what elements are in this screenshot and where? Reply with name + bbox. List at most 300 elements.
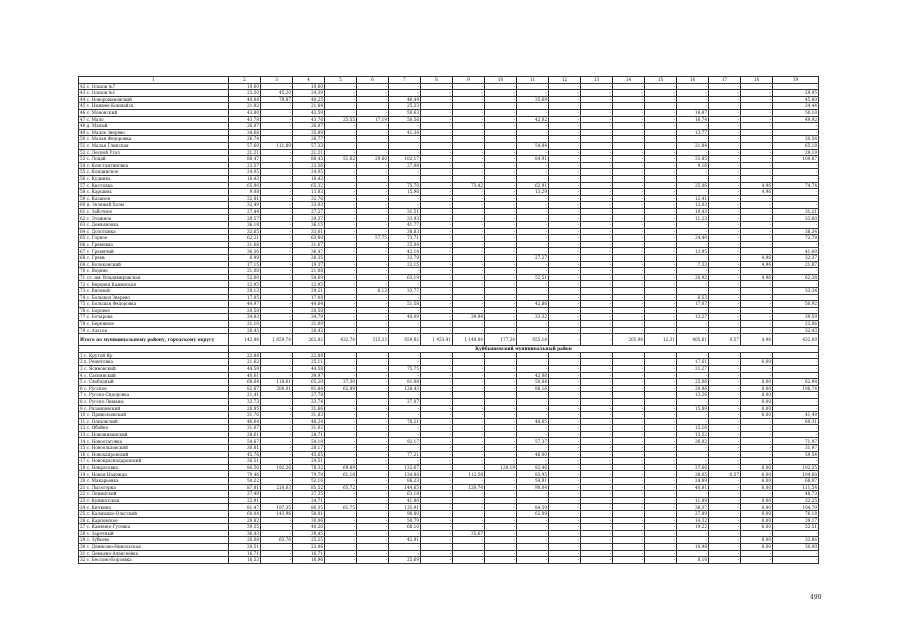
value-cell: -: [581, 550, 613, 557]
value-cell: 2: [229, 77, 261, 84]
value-cell: -: [357, 412, 389, 419]
value-cell: 19,37: [293, 261, 325, 268]
value-cell: -: [421, 202, 453, 209]
value-cell: -: [421, 208, 453, 215]
value-cell: -: [773, 372, 819, 379]
value-cell: -: [389, 136, 421, 143]
value-cell: 46,00: [517, 451, 549, 458]
value-cell: -: [549, 255, 581, 262]
value-cell: 80,35: [293, 504, 325, 511]
value-cell: 34,83: [229, 314, 261, 321]
row-label-cell: 9 с. Рязанцевский: [79, 405, 229, 412]
table-row: [79, 228, 819, 235]
value-cell: -: [549, 379, 581, 386]
value-cell: -: [613, 543, 645, 550]
value-cell: 11: [517, 77, 549, 84]
value-cell: -: [389, 175, 421, 182]
value-cell: 78,87: [261, 96, 293, 103]
value-cell: 31,76: [229, 412, 261, 419]
value-cell: 58,01: [293, 511, 325, 518]
value-cell: -: [581, 445, 613, 452]
value-cell: 6,00: [741, 385, 773, 392]
value-cell: -: [517, 537, 549, 544]
value-cell: -: [485, 372, 517, 379]
value-cell: -: [421, 365, 453, 372]
value-cell: 76,18: [773, 511, 819, 518]
value-cell: 24,05: [229, 169, 261, 176]
value-cell: -: [549, 511, 581, 518]
value-cell: -: [421, 195, 453, 202]
value-cell: 42,02: [517, 116, 549, 123]
value-cell: -: [613, 412, 645, 419]
value-cell: -: [261, 222, 293, 229]
value-cell: -: [613, 103, 645, 110]
value-cell: -: [549, 458, 581, 465]
value-cell: -: [485, 195, 517, 202]
value-cell: -: [677, 136, 709, 143]
value-cell: -: [421, 385, 453, 392]
value-cell: -: [549, 451, 581, 458]
row-label-cell: 66 с. Гремовка: [79, 241, 229, 248]
value-cell: 118,61: [261, 379, 293, 386]
value-cell: -: [517, 208, 549, 215]
value-cell: 24,40: [677, 235, 709, 242]
value-cell: -: [645, 288, 677, 295]
value-cell: -: [325, 478, 357, 485]
value-cell: -: [741, 228, 773, 235]
value-cell: -: [581, 385, 613, 392]
value-cell: -: [613, 511, 645, 518]
row-label-cell: 58 с. Каршинь: [79, 189, 229, 196]
value-cell: -: [261, 478, 293, 485]
value-cell: 9: [453, 77, 485, 84]
value-cell: -: [453, 83, 485, 90]
value-cell: -: [453, 281, 485, 288]
value-cell: 44,97: [229, 301, 261, 308]
value-cell: -: [485, 307, 517, 314]
value-cell: 6,00: [741, 543, 773, 550]
value-cell: 42,86: [517, 301, 549, 308]
value-cell: -: [357, 129, 389, 136]
value-cell: -: [357, 169, 389, 176]
value-cell: -: [389, 352, 421, 359]
value-cell: -: [773, 175, 819, 182]
value-cell: 315,23: [357, 334, 389, 346]
value-cell: 17,15: [229, 261, 261, 268]
value-cell: -: [549, 301, 581, 308]
value-cell: 73,71: [389, 235, 421, 242]
value-cell: -: [549, 90, 581, 97]
value-cell: -: [645, 504, 677, 511]
value-cell: 79,79: [293, 471, 325, 478]
value-cell: 72,78: [773, 235, 819, 242]
value-cell: -: [581, 504, 613, 511]
value-cell: -: [613, 438, 645, 445]
value-cell: -: [421, 497, 453, 504]
value-cell: 74,74: [773, 182, 819, 189]
value-cell: -: [645, 96, 677, 103]
value-cell: -: [709, 162, 741, 169]
value-cell: -: [581, 241, 613, 248]
value-cell: -: [517, 392, 549, 399]
value-cell: -: [581, 334, 613, 346]
value-cell: -: [357, 557, 389, 564]
value-cell: 23,06: [773, 320, 819, 327]
row-label-cell: 59 с. Казанов: [79, 195, 229, 202]
value-cell: -: [613, 274, 645, 281]
value-cell: 21,09: [293, 320, 325, 327]
value-cell: 21,68: [229, 241, 261, 248]
table-row: [79, 557, 819, 564]
row-label-cell: 74 с. Большое Зверево: [79, 294, 229, 301]
value-cell: 39,94: [453, 314, 485, 321]
value-cell: 100,87: [773, 156, 819, 163]
value-cell: -: [613, 418, 645, 425]
value-cell: -: [613, 537, 645, 544]
value-cell: -: [741, 195, 773, 202]
value-cell: -: [325, 90, 357, 97]
value-cell: 104,79: [773, 504, 819, 511]
value-cell: -: [357, 142, 389, 149]
value-cell: 38,05: [677, 471, 709, 478]
value-cell: -: [613, 175, 645, 182]
value-cell: -: [357, 398, 389, 405]
value-cell: 50,84: [517, 379, 549, 386]
value-cell: -: [325, 530, 357, 537]
value-cell: -: [357, 320, 389, 327]
value-cell: -: [389, 327, 421, 334]
value-cell: -: [261, 248, 293, 255]
value-cell: 50,63: [389, 109, 421, 116]
value-cell: -: [581, 327, 613, 334]
value-cell: -: [613, 464, 645, 471]
value-cell: -: [741, 530, 773, 537]
value-cell: -: [325, 222, 357, 229]
value-cell: 659,82: [389, 334, 421, 346]
value-cell: 52,60: [229, 274, 261, 281]
table-row: [79, 241, 819, 248]
value-cell: -: [357, 281, 389, 288]
value-cell: -: [613, 484, 645, 491]
row-label-cell: 2 х. Решетовка: [79, 359, 229, 366]
value-cell: -: [389, 458, 421, 465]
value-cell: -: [261, 327, 293, 334]
table-row: [79, 195, 819, 202]
value-cell: -: [421, 425, 453, 432]
value-cell: -: [645, 202, 677, 209]
value-cell: -: [389, 425, 421, 432]
value-cell: -: [773, 169, 819, 176]
value-cell: -: [357, 162, 389, 169]
value-cell: -: [581, 517, 613, 524]
value-cell: -: [421, 235, 453, 242]
value-cell: -: [613, 524, 645, 531]
row-label-cell: 67 с. Гремячий: [79, 248, 229, 255]
value-cell: -: [485, 123, 517, 130]
row-label-cell: 13 с. Новоживанский: [79, 431, 229, 438]
value-cell: -: [549, 314, 581, 321]
value-cell: -: [709, 464, 741, 471]
value-cell: 22,88: [229, 352, 261, 359]
value-cell: -: [549, 261, 581, 268]
value-cell: -: [613, 445, 645, 452]
value-cell: -: [485, 189, 517, 196]
value-cell: -: [357, 392, 389, 399]
value-cell: 26,02: [677, 438, 709, 445]
row-label-cell: 57 с. Кисловка: [79, 182, 229, 189]
value-cell: 50,10: [773, 109, 819, 116]
value-cell: -: [325, 327, 357, 334]
value-cell: -: [709, 123, 741, 130]
value-cell: -: [485, 550, 517, 557]
value-cell: -: [645, 438, 677, 445]
value-cell: -: [453, 405, 485, 412]
value-cell: 13,27: [677, 314, 709, 321]
value-cell: -: [741, 288, 773, 295]
value-cell: 6,00: [741, 517, 773, 524]
value-cell: -: [485, 281, 517, 288]
value-cell: -: [645, 445, 677, 452]
value-cell: 20,58: [293, 307, 325, 314]
value-cell: -: [581, 524, 613, 531]
value-cell: 23,50: [229, 90, 261, 97]
value-cell: 81,47: [229, 504, 261, 511]
value-cell: -: [581, 398, 613, 405]
row-label-cell: 29 с. Зубково: [79, 537, 229, 544]
value-cell: 32,79: [389, 255, 421, 262]
value-cell: -: [709, 202, 741, 209]
value-cell: 65,72: [325, 484, 357, 491]
value-cell: -: [581, 372, 613, 379]
value-cell: -: [645, 484, 677, 491]
value-cell: -: [549, 524, 581, 531]
value-cell: -: [645, 365, 677, 372]
table-row: [79, 123, 819, 130]
value-cell: -: [613, 169, 645, 176]
value-cell: -: [581, 228, 613, 235]
value-cell: -: [517, 517, 549, 524]
value-cell: -: [581, 352, 613, 359]
value-cell: -: [453, 288, 485, 295]
value-cell: -: [325, 550, 357, 557]
value-cell: -: [261, 550, 293, 557]
value-cell: 44,64: [293, 301, 325, 308]
row-label-cell: 1: [79, 77, 229, 84]
value-cell: -: [581, 103, 613, 110]
value-cell: -: [485, 327, 517, 334]
value-cell: -: [677, 175, 709, 182]
value-cell: -: [645, 314, 677, 321]
value-cell: -: [613, 314, 645, 321]
row-label-cell: 10 с. Привольевский: [79, 412, 229, 419]
value-cell: -: [517, 235, 549, 242]
value-cell: 30,54: [773, 136, 819, 143]
value-cell: 78,32: [293, 464, 325, 471]
value-cell: -: [581, 274, 613, 281]
table-row: [79, 307, 819, 314]
value-cell: -: [709, 215, 741, 222]
value-cell: -: [709, 156, 741, 163]
value-cell: -: [549, 543, 581, 550]
value-cell: -: [325, 149, 357, 156]
value-cell: 27,08: [389, 162, 421, 169]
value-cell: -: [645, 543, 677, 550]
value-cell: 8,13: [357, 288, 389, 295]
table-row: [79, 550, 819, 557]
value-cell: -: [741, 372, 773, 379]
value-cell: -: [645, 248, 677, 255]
value-cell: -: [645, 182, 677, 189]
value-cell: -: [645, 398, 677, 405]
value-cell: 33,65: [229, 228, 261, 235]
value-cell: -: [485, 261, 517, 268]
row-label-cell: 77 с. Бочарова: [79, 314, 229, 321]
row-label-cell: 69 с. Волоконский: [79, 261, 229, 268]
value-cell: -: [613, 268, 645, 275]
value-cell: 28,42: [293, 327, 325, 334]
value-cell: -: [613, 320, 645, 327]
value-cell: -: [709, 530, 741, 537]
value-cell: -: [581, 222, 613, 229]
value-cell: 13,29: [517, 189, 549, 196]
value-cell: 29,21: [293, 288, 325, 295]
table-row: [79, 182, 819, 189]
value-cell: 143,96: [261, 511, 293, 518]
table-row: [79, 314, 819, 321]
value-cell: -: [485, 136, 517, 143]
row-label-cell: 15 с. Новоольховский: [79, 445, 229, 452]
value-cell: -: [549, 352, 581, 359]
value-cell: -: [325, 412, 357, 419]
value-cell: 6,00: [741, 484, 773, 491]
value-cell: 16,71: [293, 550, 325, 557]
table-row: [79, 478, 819, 485]
table-row: [79, 471, 819, 478]
value-cell: -: [581, 537, 613, 544]
value-cell: -: [453, 235, 485, 242]
value-cell: -: [421, 189, 453, 196]
value-cell: -: [357, 175, 389, 182]
value-cell: -: [453, 543, 485, 550]
value-cell: -: [325, 109, 357, 116]
value-cell: -: [741, 142, 773, 149]
value-cell: -: [517, 557, 549, 564]
value-cell: 25,11: [293, 359, 325, 366]
value-cell: 43,76: [293, 116, 325, 123]
value-cell: -: [485, 109, 517, 116]
value-cell: -: [261, 320, 293, 327]
value-cell: -: [325, 392, 357, 399]
value-cell: -: [357, 458, 389, 465]
value-cell: -: [325, 274, 357, 281]
value-cell: -: [581, 497, 613, 504]
value-cell: -: [549, 392, 581, 399]
value-cell: 39,35: [229, 524, 261, 531]
value-cell: -: [485, 301, 517, 308]
value-cell: -: [645, 392, 677, 399]
value-cell: -: [421, 504, 453, 511]
table-row: [79, 491, 819, 498]
value-cell: -: [453, 497, 485, 504]
value-cell: -: [485, 241, 517, 248]
value-cell: -: [453, 215, 485, 222]
value-cell: -: [773, 307, 819, 314]
value-cell: -: [773, 365, 819, 372]
value-cell: -: [581, 438, 613, 445]
value-cell: -: [421, 255, 453, 262]
value-cell: -: [485, 142, 517, 149]
value-cell: 142,46: [229, 334, 261, 346]
value-cell: -: [613, 359, 645, 366]
value-cell: -: [453, 517, 485, 524]
value-cell: 35,89: [293, 129, 325, 136]
value-cell: -: [325, 241, 357, 248]
value-cell: -: [741, 431, 773, 438]
row-label-cell: 64 с. Долотинка: [79, 228, 229, 235]
row-label-cell: 19 с. Новая Надежда: [79, 471, 229, 478]
value-cell: -: [741, 202, 773, 209]
value-cell: -: [581, 425, 613, 432]
value-cell: -: [645, 379, 677, 386]
value-cell: -: [741, 136, 773, 143]
value-cell: 42,14: [389, 248, 421, 255]
data-table-sheet: [78, 76, 818, 564]
value-cell: -: [517, 550, 549, 557]
row-label-cell: 27 с. Каменно-Гусевка: [79, 524, 229, 531]
value-cell: -: [549, 241, 581, 248]
value-cell: 32,43: [773, 327, 819, 334]
value-cell: -: [325, 123, 357, 130]
value-cell: -: [645, 103, 677, 110]
value-cell: -: [357, 314, 389, 321]
value-cell: 87,81: [229, 484, 261, 491]
value-cell: -: [549, 156, 581, 163]
value-cell: -: [709, 365, 741, 372]
value-cell: -: [325, 511, 357, 518]
value-cell: 90,04: [517, 484, 549, 491]
value-cell: -: [709, 142, 741, 149]
value-cell: 43,78: [229, 116, 261, 123]
value-cell: -: [581, 294, 613, 301]
table-row: [79, 372, 819, 379]
table-row: [79, 268, 819, 275]
value-cell: 12,41: [677, 195, 709, 202]
value-cell: -: [453, 537, 485, 544]
value-cell: 84,91: [517, 156, 549, 163]
table-row: [79, 412, 819, 419]
value-cell: -: [485, 215, 517, 222]
value-cell: -: [261, 241, 293, 248]
value-cell: -: [325, 405, 357, 412]
value-cell: -: [549, 281, 581, 288]
table-row: [79, 359, 819, 366]
table-row: [79, 352, 819, 359]
value-cell: -: [613, 517, 645, 524]
value-cell: -: [421, 215, 453, 222]
value-cell: -: [709, 359, 741, 366]
value-cell: 25,04: [389, 241, 421, 248]
value-cell: -: [485, 445, 517, 452]
value-cell: -: [485, 359, 517, 366]
value-cell: -: [613, 261, 645, 268]
value-cell: -: [709, 116, 741, 123]
value-cell: -: [485, 365, 517, 372]
page-number: 490: [810, 594, 822, 601]
value-cell: -: [389, 169, 421, 176]
value-cell: 9,08: [229, 189, 261, 196]
value-cell: 38,83: [389, 228, 421, 235]
value-cell: -: [453, 412, 485, 419]
